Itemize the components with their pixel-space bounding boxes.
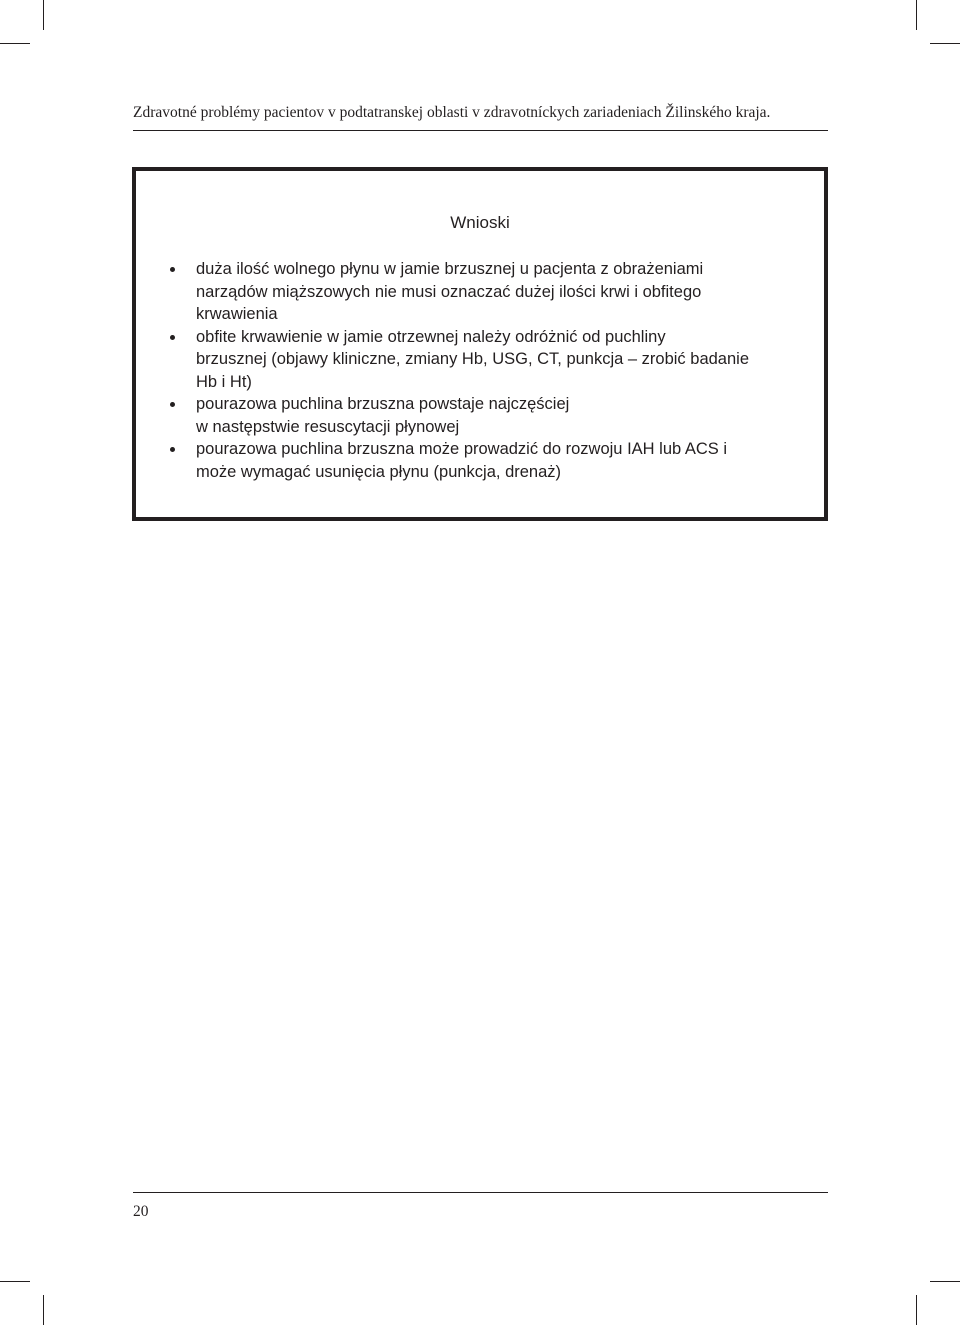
crop-mark — [916, 1295, 917, 1325]
running-header: Zdravotné problémy pacientov v podtatranskej oblasti v zdravotníckych zariadeniach Žilinského kraja. — [133, 104, 771, 121]
crop-mark — [930, 1281, 960, 1282]
bullet-dot — [170, 402, 175, 407]
bullet-dot — [170, 447, 175, 452]
bullet-line: może wymagać usunięcia płynu (punkcja, drenaż) — [196, 462, 562, 481]
footer-rule — [133, 1192, 828, 1193]
bullet-line: narządów miąższowych nie musi oznaczać dużej ilości krwi i obfitego — [196, 282, 702, 301]
bullet-list — [168, 258, 788, 483]
box-title: Wnioski — [450, 213, 510, 232]
bullet-line: Hb i Ht) — [196, 372, 252, 391]
bullet-line: pourazowa puchlina brzuszna powstaje najczęściej — [196, 395, 570, 413]
crop-mark — [0, 1281, 30, 1282]
crop-mark — [0, 43, 30, 44]
crop-mark — [43, 1295, 44, 1325]
crop-mark — [43, 0, 44, 30]
bullet-line: obfite krwawienie w jamie otrzewnej należy odróżnić od puchliny — [196, 327, 666, 346]
bullet-item — [168, 393, 788, 438]
bullet-line: duża ilość wolnego płynu w jamie brzusznej u pacjenta z obrażeniami — [196, 260, 704, 278]
bullet-item — [168, 258, 788, 326]
conclusions-box — [132, 167, 828, 521]
bullet-dot — [170, 267, 175, 272]
bullet-dot — [170, 335, 175, 340]
bullet-item — [168, 438, 788, 483]
bullet-line: pourazowa puchlina brzuszna może prowadzić do rozwoju IAH lub ACS i — [196, 440, 728, 458]
bullet-line: brzusznej (objawy kliniczne, zmiany Hb, USG, CT, punkcja – zrobić badanie — [196, 350, 749, 368]
crop-mark — [930, 43, 960, 44]
header-rule — [133, 130, 828, 131]
bullet-line: w następstwie resuscytacji płynowej — [196, 417, 460, 436]
page-number: 20 — [133, 1203, 149, 1220]
bullet-line: krwawienia — [196, 305, 278, 323]
bullet-item — [168, 326, 788, 394]
crop-mark — [916, 0, 917, 30]
